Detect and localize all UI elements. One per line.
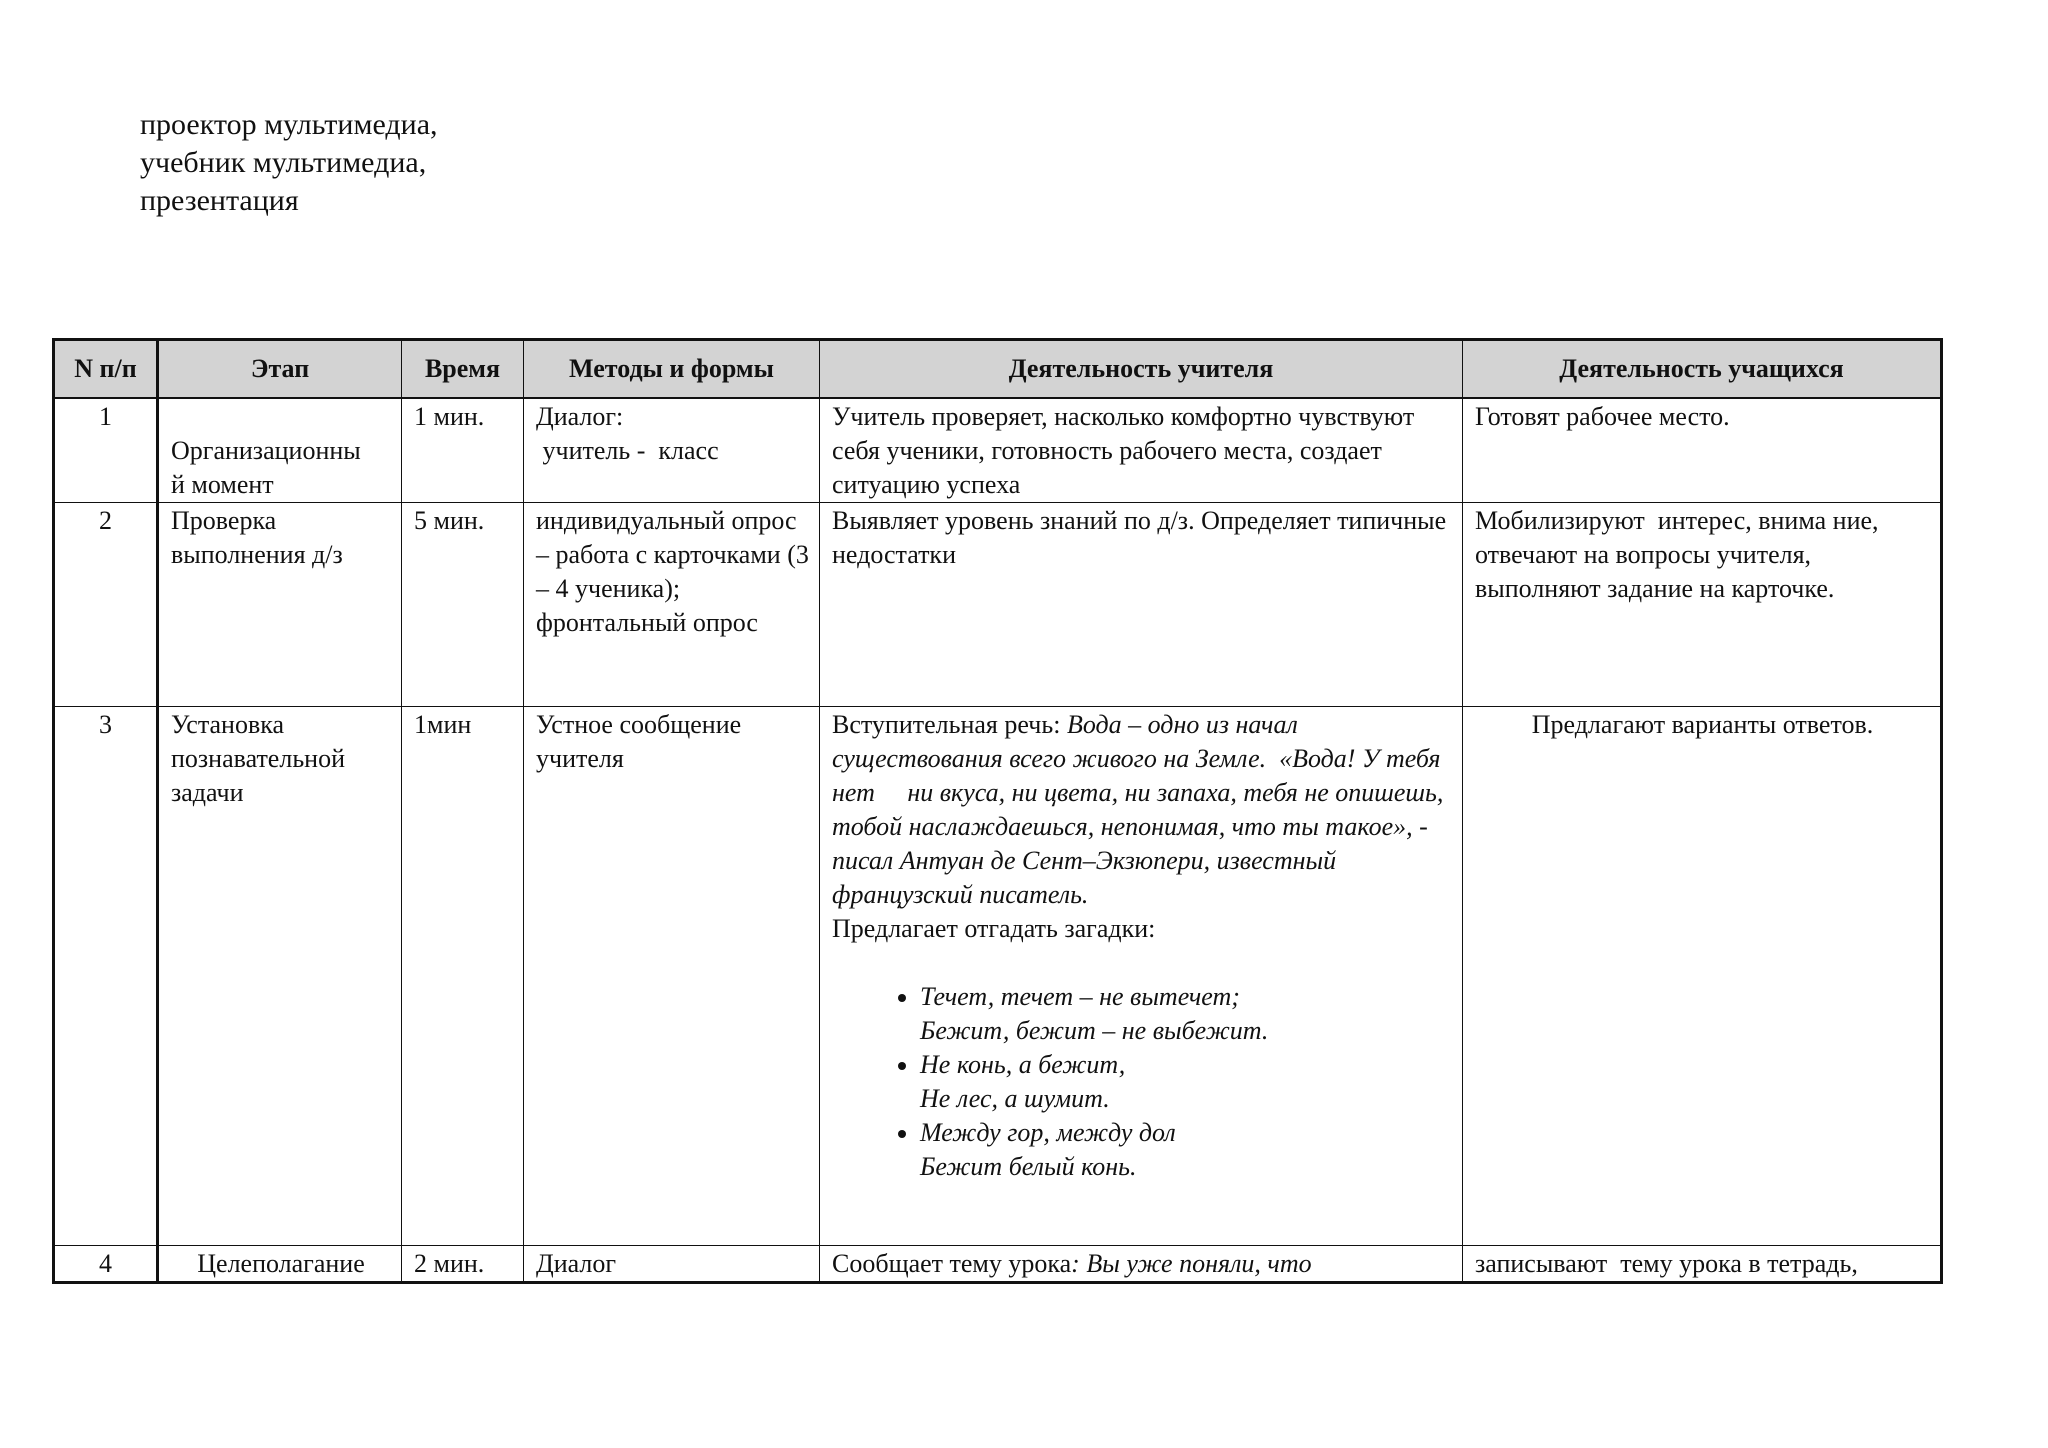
methods-cell: Диалог bbox=[524, 1246, 820, 1283]
list-item bbox=[920, 980, 1452, 1048]
intro-line: проектор мультимедиа, bbox=[140, 108, 438, 141]
riddle-line: Бежит, бежит – не выбежит. bbox=[920, 1016, 1269, 1045]
methods-text: индивидуальный опрос – работа с карточками (3 – 4 ученика); bbox=[536, 506, 809, 603]
row-number: 2 bbox=[54, 503, 158, 707]
header-methods: Методы и формы bbox=[524, 340, 820, 399]
student-activity-cell: Готовят рабочее место. bbox=[1463, 398, 1942, 503]
list-item bbox=[920, 1048, 1452, 1116]
table-row bbox=[54, 503, 1942, 707]
header-student-activity: Деятельность учащихся bbox=[1463, 340, 1942, 399]
header-time: Время bbox=[402, 340, 524, 399]
methods-cell bbox=[524, 503, 820, 707]
stage-cell: Целеполагание bbox=[158, 1246, 402, 1283]
teacher-prompt: Предлагает отгадать загадки: bbox=[832, 914, 1156, 943]
student-activity-cell: записывают тему урока в тетрадь, bbox=[1463, 1246, 1942, 1283]
teacher-intro-text bbox=[832, 708, 1452, 912]
time-cell: 1мин bbox=[402, 707, 524, 1246]
time-cell: 5 мин. bbox=[402, 503, 524, 707]
table-row bbox=[54, 1246, 1942, 1283]
stage-text: задачи bbox=[171, 778, 244, 807]
stage-text: Организационны bbox=[171, 436, 361, 465]
methods-text: фронтальный опрос bbox=[536, 608, 758, 637]
table-row bbox=[54, 398, 1942, 503]
riddle-line: • Течет, течет – не вытечет; bbox=[920, 982, 1240, 1011]
teacher-lead: Сообщает тему урока bbox=[832, 1249, 1072, 1278]
teacher-activity-cell bbox=[820, 1246, 1463, 1283]
teacher-activity-cell bbox=[820, 707, 1463, 1246]
riddle-line: • Между гор, между дол bbox=[920, 1118, 1176, 1147]
teacher-activity-cell: Учитель проверяет, насколько комфортно чувствуют себя ученики, готовность рабочего места, создает ситуацию успеха bbox=[820, 398, 1463, 503]
methods-text: Диалог: bbox=[536, 402, 624, 431]
stage-text: Проверка bbox=[171, 506, 277, 535]
stage-text: Установка bbox=[171, 710, 285, 739]
riddles-list bbox=[832, 980, 1452, 1184]
riddle-line: • Не конь, а бежит, bbox=[920, 1050, 1126, 1079]
methods-cell bbox=[524, 398, 820, 503]
teacher-lead: Вступительная речь: bbox=[832, 710, 1067, 739]
row-number: 4 bbox=[54, 1246, 158, 1283]
list-item bbox=[920, 1116, 1452, 1184]
header-number: N п/п bbox=[54, 340, 158, 399]
student-activity-cell: Мобилизируют интерес, внима ние, отвечают на вопросы учителя, выполняют задание на карточке. bbox=[1463, 503, 1942, 707]
intro-materials-list bbox=[140, 106, 438, 220]
intro-line: презентация bbox=[140, 184, 299, 217]
stage-text: познавательной bbox=[171, 744, 346, 773]
row-number: 1 bbox=[54, 398, 158, 503]
stage-cell bbox=[158, 503, 402, 707]
riddle-line: Не лес, а шумит. bbox=[920, 1084, 1110, 1113]
methods-cell: Устное сообщение учителя bbox=[524, 707, 820, 1246]
time-cell: 2 мин. bbox=[402, 1246, 524, 1283]
teacher-activity-cell: Выявляет уровень знаний по д/з. Определяет типичные недостатки bbox=[820, 503, 1463, 707]
row-number: 3 bbox=[54, 707, 158, 1246]
saint-exupery-quote: Вода – одно из начал существования всего живого на Земле. «Вода! У тебя нет ни вкуса, ни цвета, ни запаха, тебя не опишешь, тобой наслаждаешься, непонимая, что ты такое», - писал Антуан де Сент–Экзюпери, известный французский писатель. bbox=[832, 710, 1450, 909]
lesson-plan-table bbox=[52, 338, 1943, 1284]
stage-text: й момент bbox=[171, 470, 274, 499]
methods-text: учитель - класс bbox=[536, 436, 719, 465]
stage-cell bbox=[158, 398, 402, 503]
intro-line: учебник мультимедиа, bbox=[140, 146, 427, 179]
stage-cell bbox=[158, 707, 402, 1246]
header-stage: Этап bbox=[158, 340, 402, 399]
time-cell: 1 мин. bbox=[402, 398, 524, 503]
riddle-line: Бежит белый конь. bbox=[920, 1152, 1137, 1181]
stage-text: выполнения д/з bbox=[171, 540, 343, 569]
teacher-quote: : Вы уже поняли, что bbox=[1071, 1249, 1312, 1278]
student-activity-cell: Предлагают варианты ответов. bbox=[1463, 707, 1942, 1246]
table-row bbox=[54, 707, 1942, 1246]
header-teacher-activity: Деятельность учителя bbox=[820, 340, 1463, 399]
table-header-row bbox=[54, 340, 1942, 399]
